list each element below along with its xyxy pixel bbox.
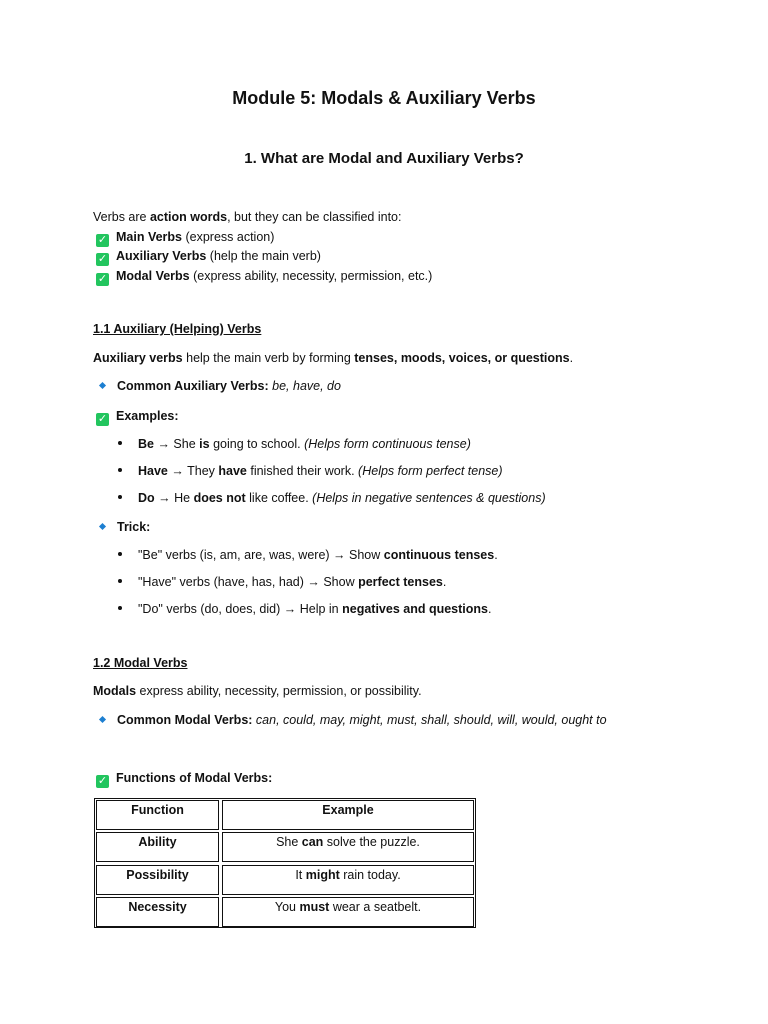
bullet-dot-icon	[118, 495, 122, 499]
example-item	[118, 463, 503, 479]
aux-desc-mid: help the main verb by forming	[182, 351, 355, 365]
check-box-icon: ✓	[97, 273, 108, 285]
example-bold: can	[301, 835, 324, 849]
trick-pre: "Have" verbs (have, has, had) → Show	[138, 575, 359, 589]
examples-label: Examples:	[116, 409, 179, 423]
trick-item	[118, 574, 446, 590]
table-cell-example	[222, 897, 474, 927]
table-cell-function	[96, 897, 219, 927]
example-note: (Helps form continuous tense)	[304, 437, 471, 451]
blue-diamond-icon	[99, 382, 106, 389]
class-name: Main Verbs	[116, 230, 182, 244]
modal-desc-rest: express ability, necessity, permission, or possibility.	[136, 684, 422, 698]
bullet-dot-icon	[118, 441, 122, 445]
trick-pre: "Be" verbs (is, am, are, was, were) → Show	[138, 548, 384, 562]
example-arrow: → He	[154, 491, 194, 505]
example-note: (Helps in negative sentences & questions)	[312, 491, 546, 505]
example-rest: going to school.	[209, 437, 305, 451]
class-desc: (help the main verb)	[206, 249, 321, 263]
example-pre: She	[276, 835, 302, 849]
bullet-dot-icon	[118, 606, 122, 610]
trick-label: Trick:	[117, 520, 151, 534]
check-box-icon: ✓	[97, 775, 108, 787]
section-title: 1. What are Modal and Auxiliary Verbs?	[244, 150, 524, 167]
example-bold: might	[305, 868, 340, 882]
aux-heading: 1.1 Auxiliary (Helping) Verbs	[93, 322, 262, 336]
example-arrow: → She	[153, 437, 200, 451]
class-name: Modal Verbs	[116, 269, 190, 283]
check-box-icon: ✓	[97, 234, 108, 246]
example-rest: finished their work.	[246, 464, 359, 478]
table-cell-function	[96, 865, 219, 895]
example-key: have	[218, 464, 247, 478]
example-rest: like coffee.	[245, 491, 313, 505]
example-pre: You	[274, 900, 300, 914]
example-post: wear a seatbelt.	[329, 900, 422, 914]
example-key: does not	[193, 491, 246, 505]
example-note: (Helps form perfect tense)	[358, 464, 503, 478]
trick-label-line	[98, 519, 150, 535]
aux-desc-end: .	[569, 351, 574, 365]
function-text: Ability	[138, 835, 177, 849]
modal-description	[93, 683, 422, 699]
class-item	[96, 248, 321, 266]
class-item	[96, 268, 432, 286]
example-key: is	[199, 437, 210, 451]
class-item	[96, 229, 274, 247]
example-verb: Do	[138, 491, 155, 505]
modal-common-list: can, could, may, might, must, shall, should, will, would, ought to	[255, 713, 607, 727]
trick-post: .	[494, 548, 498, 562]
class-desc: (express action)	[182, 230, 275, 244]
page-title: Module 5: Modals & Auxiliary Verbs	[232, 88, 536, 108]
trick-item	[118, 601, 491, 617]
table-header-example	[222, 800, 474, 830]
example-bold: must	[299, 900, 330, 914]
check-box-icon: ✓	[97, 253, 108, 265]
example-post: rain today.	[339, 868, 401, 882]
header-text: Function	[131, 803, 184, 817]
example-item	[118, 436, 471, 452]
function-text: Possibility	[126, 868, 189, 882]
example-pre: It	[295, 868, 306, 882]
bullet-dot-icon	[118, 552, 122, 556]
example-verb: Have	[138, 464, 168, 478]
trick-post: .	[442, 575, 447, 589]
intro-pre: Verbs are	[93, 210, 150, 224]
example-arrow: → They	[167, 464, 219, 478]
intro-line	[93, 209, 402, 225]
trick-bold: continuous tenses	[383, 548, 495, 562]
trick-item	[118, 547, 498, 563]
aux-common-label: Common Auxiliary Verbs:	[117, 379, 269, 393]
trick-bold: perfect tenses	[358, 575, 443, 589]
intro-post: , but they can be classified into:	[227, 210, 402, 224]
modal-common-label: Common Modal Verbs:	[117, 713, 253, 727]
example-verb: Be	[138, 437, 154, 451]
intro-bold: action words	[149, 210, 228, 224]
aux-common-line	[98, 378, 341, 394]
table-cell-function	[96, 832, 219, 862]
functions-label: Functions of Modal Verbs:	[116, 771, 273, 785]
header-text: Example	[322, 803, 374, 817]
trick-post: .	[487, 602, 492, 616]
table-cell-example	[222, 832, 474, 862]
aux-desc-bold: Auxiliary verbs	[93, 351, 183, 365]
table-header-function	[96, 800, 219, 830]
modal-heading: 1.2 Modal Verbs	[93, 656, 188, 670]
modal-desc-bold: Modals	[93, 684, 137, 698]
bullet-dot-icon	[118, 579, 122, 583]
trick-pre: "Do" verbs (do, does, did) → Help in	[138, 602, 343, 616]
example-item	[118, 490, 546, 506]
class-name: Auxiliary Verbs	[116, 249, 207, 263]
modal-common-line	[98, 712, 607, 728]
functions-label-line	[96, 770, 272, 788]
examples-label-line	[96, 408, 179, 426]
class-desc: (express ability, necessity, permission, etc.)	[189, 269, 433, 283]
check-box-icon: ✓	[97, 413, 108, 425]
blue-diamond-icon	[99, 716, 106, 723]
example-post: solve the puzzle.	[323, 835, 420, 849]
table-cell-example	[222, 865, 474, 895]
blue-diamond-icon	[99, 523, 106, 530]
aux-desc-bold2: tenses, moods, voices, or questions	[354, 351, 570, 365]
aux-description	[93, 350, 573, 366]
function-text: Necessity	[128, 900, 187, 914]
aux-common-list: be, have, do	[272, 379, 341, 393]
trick-bold: negatives and questions	[342, 602, 488, 616]
bullet-dot-icon	[118, 468, 122, 472]
